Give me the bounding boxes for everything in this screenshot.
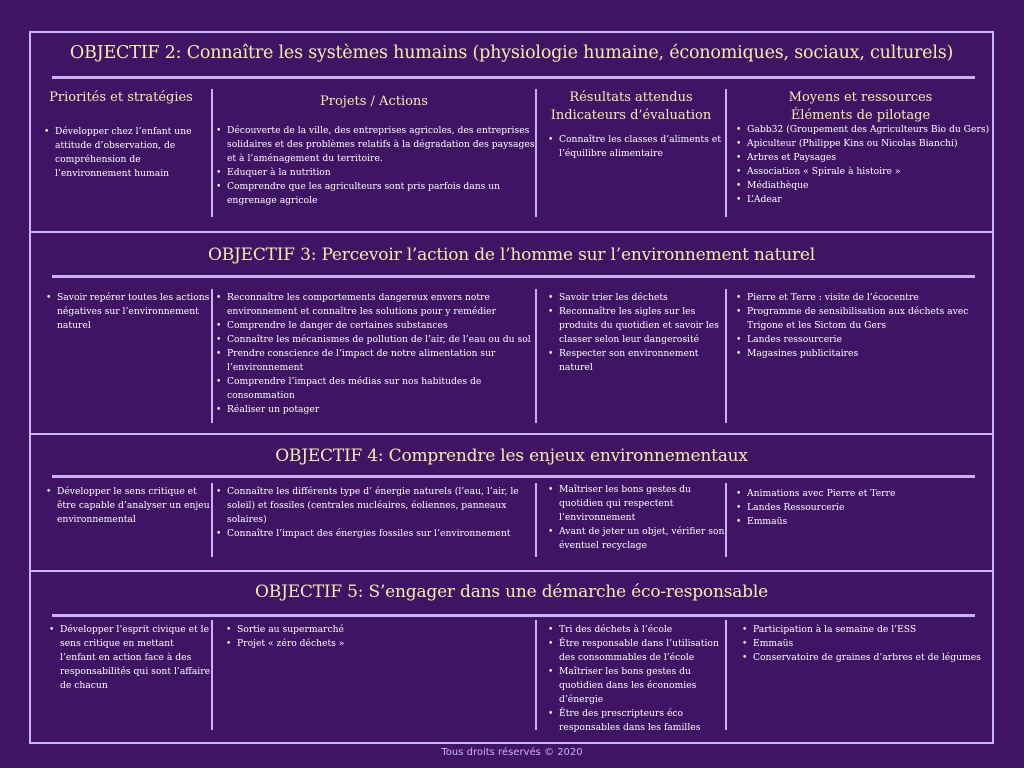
- list-item: • Connaître les différents type d’ énergie naturels (l’eau, l’air, le soleil) et fossiles (centrales nucléaires, éoliennes, panneaux solaires): [227, 485, 535, 527]
- list-item: • Animations avec Pierre et Terre: [747, 487, 994, 501]
- list-item: • Développer l’esprit civique et le sens critique en mettant l’enfant en action face à des responsabilités qui sont l’affaire de chacun: [60, 623, 211, 693]
- list-item: • Prendre conscience de l’impact de notre alimentation sur l’environnement: [227, 347, 535, 375]
- header-projects: Projets / Actions: [320, 94, 428, 109]
- objective-5-title: OBJECTIF 5: S’engager dans une démarche éco-responsable: [255, 582, 768, 602]
- objective-4-col-priorities: [31, 485, 211, 527]
- list-item: • Reconnaître les sigles sur les produits du quotidien et savoir les classer selon leur dangerosité: [559, 305, 725, 347]
- list-item: • L’Adear: [747, 193, 994, 207]
- list-item: • Maîtriser les bons gestes du quotidien dans les économies d’énergie: [559, 665, 725, 707]
- list-item: • Reconnaître les comportements dangereux envers notre environnement et connaître les solutions pour y remédier: [227, 291, 535, 319]
- list-item: • Magasines publicitaires: [747, 347, 994, 361]
- list-item: • Programme de sensibilisation aux déchets avec Trigone et les Sictom du Gers: [747, 305, 994, 333]
- list-item: • Réaliser un potager: [227, 403, 535, 417]
- objectives-table: [29, 31, 994, 744]
- objective-4-col-resources: [725, 483, 994, 557]
- list-item: • Sortie au supermarché: [237, 623, 535, 637]
- header-priorities: Priorités et stratégies: [49, 90, 193, 105]
- objective-5-col-results: [535, 620, 725, 733]
- list-item: • Savoir trier les déchets: [559, 291, 725, 305]
- list-item: • Comprendre l’impact des médias sur nos habitudes de consommation: [227, 375, 535, 403]
- list-item: • Connaître l’impact des énergies fossiles sur l’environnement: [227, 527, 535, 541]
- list-item: • Connaître les mécanismes de pollution de l’air, de l’eau ou du sol: [227, 333, 535, 347]
- list-item: • Comprendre que les agriculteurs sont pris parfois dans un engrenage agricole: [227, 180, 535, 208]
- objective-3-col-resources: [725, 289, 994, 423]
- objective-3-title: OBJECTIF 3: Percevoir l’action de l’homme sur l’environnement naturel: [207, 245, 815, 265]
- objective-3-col-results: [535, 289, 725, 423]
- objective-4-col-projects: [211, 483, 535, 557]
- objective-2-col-resources: [725, 89, 994, 217]
- list-item: • Conservatoire de graines d’arbres et de légumes: [753, 651, 994, 665]
- list-item: • Médiathèque: [747, 179, 994, 193]
- list-item: • Respecter son environnement naturel: [559, 347, 725, 375]
- list-item: • Emmaüs: [753, 637, 994, 651]
- list-item: • Comprendre le danger de certaines substances: [227, 319, 535, 333]
- list-item: • Développer chez l’enfant une attitude d’observation, de compréhension de l’environnement humain: [55, 125, 211, 181]
- header-resources: Moyens et ressources: [788, 90, 933, 105]
- list-item: • Emmaüs: [747, 515, 994, 529]
- list-item: • Participation à la semaine de l’ESS: [753, 623, 994, 637]
- list-item: • Développer le sens critique et être capable d’analyser un enjeu environnemental: [57, 485, 211, 527]
- objective-2-col-priorities: [31, 89, 211, 181]
- header-indicators: Indicateurs d’évaluation: [550, 108, 712, 123]
- objective-5-col-priorities: [31, 623, 211, 693]
- objective-4-section: [31, 433, 992, 570]
- objective-5-col-resources: [725, 620, 994, 730]
- list-item: • Pierre et Terre : visite de l’écocentre: [747, 291, 994, 305]
- objective-2-col-projects: [211, 89, 535, 217]
- list-item: • Association « Spirale à histoire »: [747, 165, 994, 179]
- objective-3-rule: [52, 275, 975, 278]
- list-item: • Landes Ressourcerie: [747, 501, 994, 515]
- objective-4-rule: [52, 475, 975, 478]
- objective-3-section: [31, 231, 992, 433]
- list-item: • Maîtriser les bons gestes du quotidien qui respectent l’environnement: [559, 483, 725, 525]
- list-item: • Landes ressourcerie: [747, 333, 994, 347]
- objective-4-col-results: [535, 483, 725, 557]
- list-item: • Gabb32 (Groupement des Agriculteurs Bio du Gers): [747, 123, 994, 137]
- list-item: • Savoir repérer toutes les actions négatives sur l’environnement naturel: [57, 291, 211, 333]
- list-item: • Être responsable dans l’utilisation des consommables de l’école: [559, 637, 725, 665]
- list-item: • Eduquer à la nutrition: [227, 166, 535, 180]
- list-item: • Arbres et Paysages: [747, 151, 994, 165]
- list-item: • Apiculteur (Philippe Kins ou Nicolas Bianchi): [747, 137, 994, 151]
- objective-2-col-results: [535, 89, 725, 217]
- list-item: • Avant de jeter un objet, vérifier son éventuel recyclage: [559, 525, 725, 553]
- objective-5-col-projects: [211, 620, 535, 730]
- list-item: • Être des prescripteurs éco responsables dans les familles: [559, 707, 725, 735]
- objective-4-title: OBJECTIF 4: Comprendre les enjeux environnementaux: [275, 446, 748, 466]
- list-item: • Tri des déchets à l’école: [559, 623, 725, 637]
- objective-5-rule: [52, 614, 975, 617]
- objective-3-col-projects: [211, 289, 535, 423]
- objective-2-rule: [52, 76, 975, 79]
- objective-2-section: [31, 33, 992, 231]
- list-item: • Projet « zéro déchets »: [237, 637, 535, 651]
- objective-2-title: OBJECTIF 2: Connaître les systèmes humains (physiologie humaine, économiques, sociaux, culturels): [69, 43, 954, 63]
- list-item: • Découverte de la ville, des entreprises agricoles, des entreprises solidaires et des problèmes relatifs à la dégradation des paysages et à l’aménagement du territoire.: [227, 124, 535, 166]
- objective-3-col-priorities: [31, 291, 211, 333]
- header-results: Résultats attendus: [569, 90, 693, 105]
- objective-5-section: [31, 570, 992, 744]
- header-steering: Éléments de pilotage: [790, 108, 931, 123]
- list-item: • Connaître les classes d’aliments et l’équilibre alimentaire: [559, 133, 725, 161]
- copyright-footer: Tous droits réservés © 2020: [441, 747, 583, 758]
